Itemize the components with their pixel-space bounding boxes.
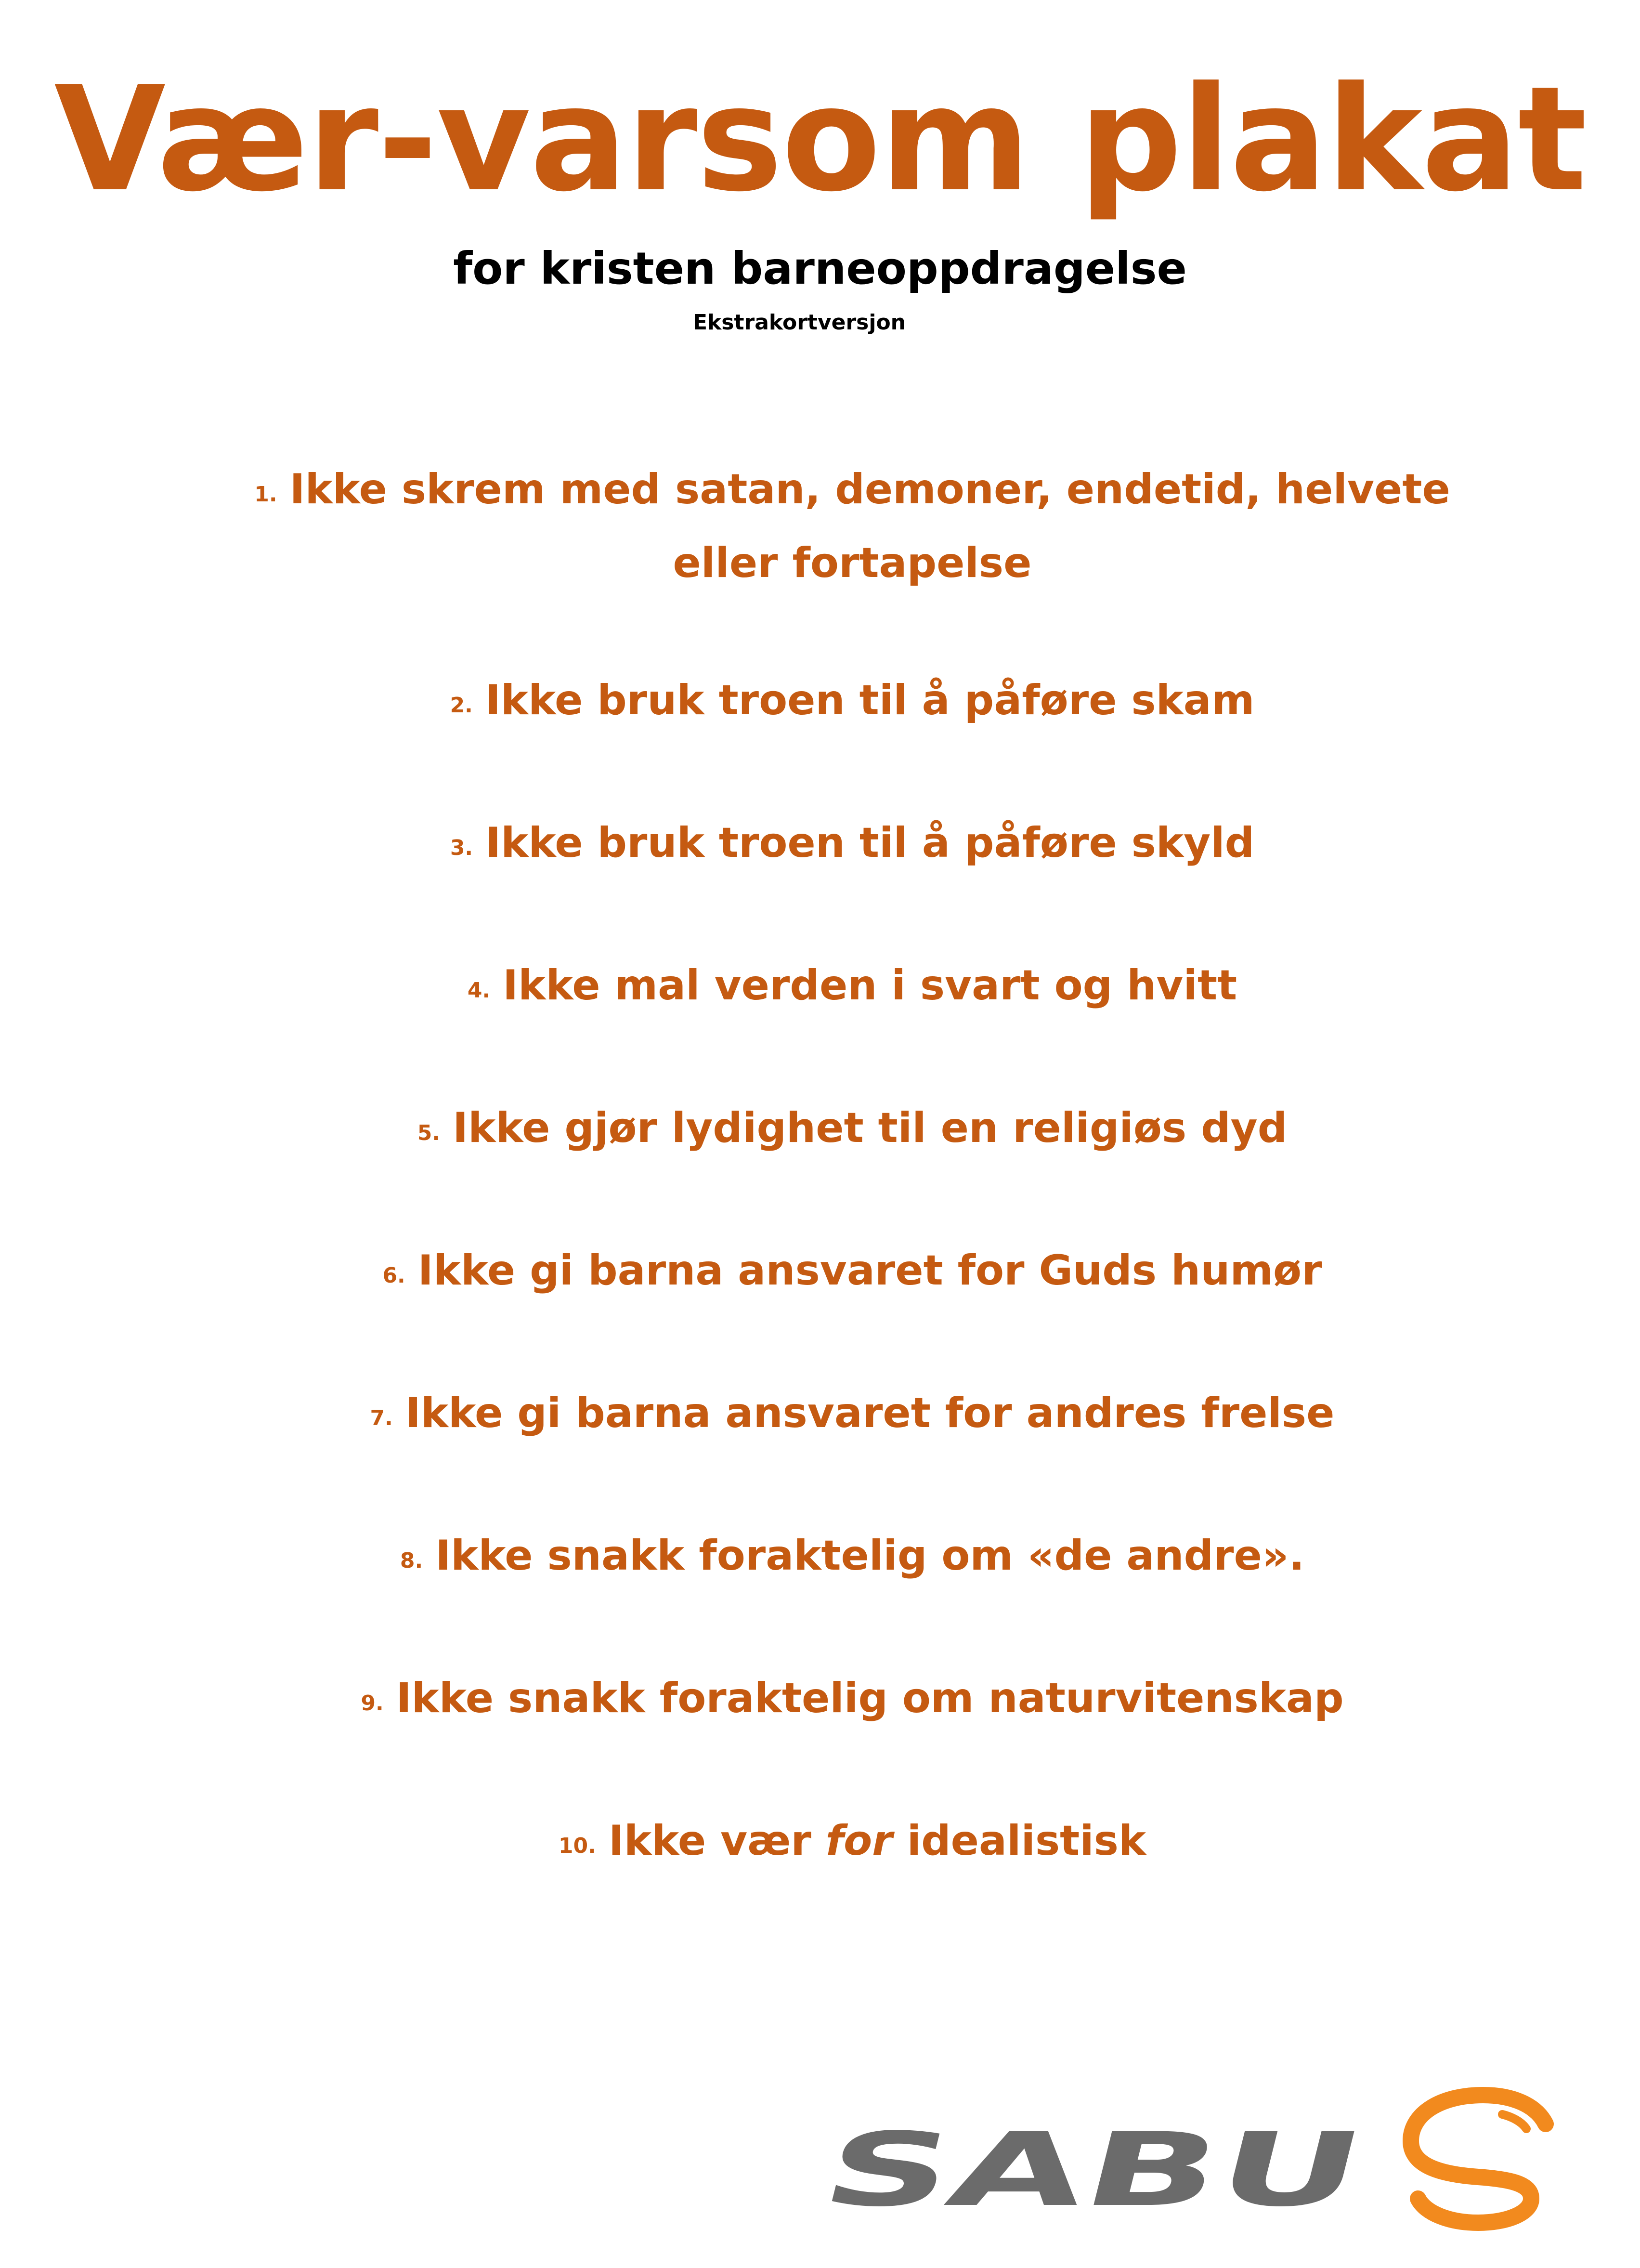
item-number: 2. [450,693,473,718]
item-text: Ikke gi barna ansvaret for Guds humør [417,1246,1322,1295]
item-text: Ikke snakk foraktelig om «de andre». [435,1532,1305,1580]
item-text: Ikke skrem med satan, demoner, endetid, helvete eller fortapelse [289,465,1450,587]
list-item [202,1807,1502,1880]
item-number: 3. [450,836,473,860]
list-item [202,666,1502,740]
list-item [202,1236,1502,1310]
list-item [202,1664,1502,1738]
list-item [202,1094,1502,1167]
list-item [202,455,1502,597]
sabu-wordmark [811,2111,1375,2229]
version-label: Ekstrakortversjon [692,310,906,335]
list-item [202,1379,1502,1453]
list-item [202,809,1502,882]
list-item [202,1521,1502,1595]
rules-list [202,455,1502,1880]
sabu-s-logo-icon [1411,2095,1546,2223]
item-number: 6. [382,1263,405,1288]
item-number: 7. [370,1406,393,1430]
poster-title: Vær-varsom plakat [54,55,1586,223]
item-text: Ikke gjør lydighet til en religiøs dyd [453,1104,1288,1152]
item-number: 1. [254,482,277,507]
item-number: 4. [467,978,491,1003]
item-number: 9. [361,1691,384,1716]
sabu-logo [799,2085,1570,2240]
item-text: Ikke bruk troen til å påføre skyld [485,819,1255,867]
item-number: 10. [558,1834,596,1858]
item-number: 5. [417,1121,441,1145]
item-text-before: Ikke vær [608,1817,811,1865]
sabu-wordmark-text: SABU [811,2111,1151,2229]
item-text: Ikke snakk foraktelig om naturvitenskap [396,1674,1344,1722]
item-number: 8. [400,1548,423,1573]
item-text: Ikke bruk troen til å påføre skam [485,676,1255,724]
item-text-after: idealistisk [907,1817,1146,1865]
list-item [202,951,1502,1025]
poster-subtitle: for kristen barneoppdragelse [453,243,1187,294]
item-text: Ikke mal verden i svart og hvitt [503,961,1237,1009]
item-text: Ikke gi barna ansvaret for andres frelse [405,1389,1335,1437]
item-text-emphasis: for [825,1817,893,1865]
